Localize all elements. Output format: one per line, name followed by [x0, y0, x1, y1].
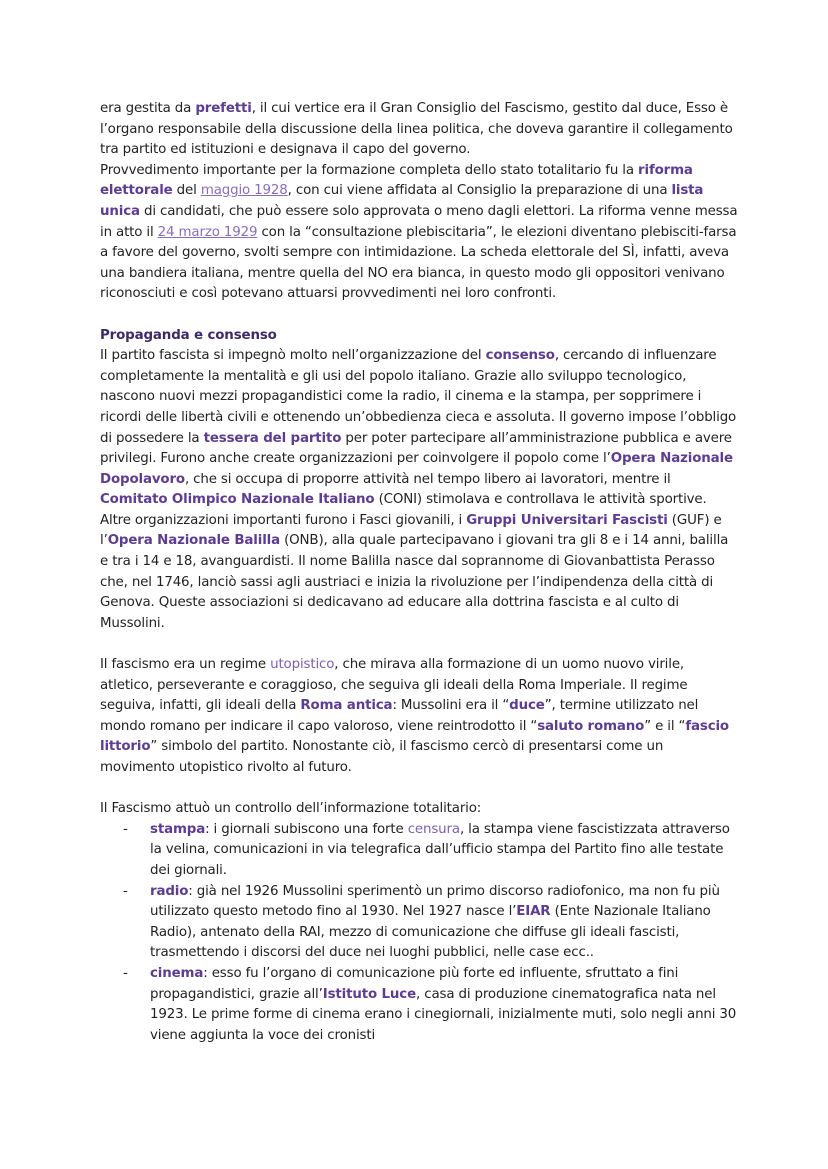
highlighted-term: lista unica [100, 183, 704, 219]
accent-term: utopistico [270, 657, 335, 673]
paragraph-prefetti [100, 99, 740, 161]
text-run: ” simbolo del partito. Nonostante ciò, il fascismo cercò di presentarsi come un movimento utopistico rivolto al futuro. [100, 739, 664, 775]
highlighted-term: Comitato Olimpico Nazionale Italiano [100, 492, 375, 508]
highlighted-term: EIAR [516, 904, 551, 920]
text-run: , cercando di influenzare completamente la mentalità e gli usi del popolo italiano. Grazie allo sviluppo tecnologico, nascono nuovi mezzi propagandistici come la radio, il cinema e la stampa, per sopprimere i ricordi delle libertà civili e ottenendo un’obbedienza cieca e assoluta. Il governo impose l’obbligo di possedere la [100, 348, 737, 446]
bullet-dash: - [123, 821, 128, 837]
highlighted-term: prefetti [195, 101, 252, 116]
text-run: con la “consultazione plebiscitaria”, le elezioni diventano plebisciti-farsa a favore del governo, svolti sempre con intimidazione. La scheda elettorale del SÌ, infatti, aveva una bandiera italiana, mentre quella del NO era bianca, in questo modo gli oppositori venivano riconosciuti e così potevano attuarsi provvedimenti nei loro confronti. [100, 224, 737, 302]
highlighted-term: fascio littorio [100, 718, 729, 755]
text-run: , il cui vertice era il Gran Consiglio del Fascismo, gestito dal duce, Esso è l’organo responsabile della discussione della linea politica, che doveva garantire il collegamento tra partito ed istituzioni e designava il capo del governo. [100, 101, 733, 158]
text-run: (CONI) stimolava e controllava le attività sportive. Altre organizzazioni importanti furono i Fasci giovanili, i [100, 492, 707, 528]
text-run: , che mirava alla formazione di un uomo nuovo virile, atletico, perseverante e coraggioso, che seguiva gli ideali della Roma Imperiale. Il regime seguiva, infatti, gli ideali della [100, 657, 688, 714]
highlighted-term: saluto romano [537, 718, 645, 734]
text-run: (GUF) e l’ [100, 512, 722, 549]
list-item-cinema [100, 964, 740, 1046]
highlighted-term: Gruppi Universitari Fascisti [466, 512, 668, 528]
list-item-text [150, 822, 730, 878]
underlined-date: 24 marzo 1929 [157, 224, 258, 240]
paragraph-regime-utopistico [100, 655, 740, 779]
highlighted-term: radio [150, 883, 189, 899]
paragraph-gap [100, 305, 740, 326]
list-item-radio [100, 882, 740, 964]
highlighted-term: Roma antica [300, 698, 393, 714]
highlighted-term: consenso [485, 348, 555, 364]
bullet-dash: - [123, 965, 128, 981]
section-heading: Propaganda e consenso [100, 327, 277, 343]
text-run: Provvedimento importante per la formazione completa dello stato totalitario fu la [100, 162, 639, 178]
highlighted-term: cinema [150, 965, 204, 981]
media-list [100, 820, 740, 1047]
text-run: , che si occupa di proporre attività nel tempo libero ai lavoratori, mentre il [184, 471, 671, 487]
highlighted-term: Opera Nazionale Dopolavoro [100, 451, 733, 487]
text-run: : esso fu l’organo di comunicazione più forte ed influente, sfruttato a fini propagandistici, grazie all’ [150, 965, 679, 1002]
paragraph-gap [100, 779, 740, 800]
highlighted-term: stampa [150, 821, 206, 837]
text-run: era gestita da [100, 101, 196, 116]
paragraph-riforma-elettorale [100, 161, 740, 305]
highlighted-term: tessera del partito [203, 430, 342, 446]
text-run: (Ente Nazionale Italiano Radio), antenato della RAI, mezzo di comunicazione che diffuse gli ideali fascisti, trasmettendo i discorsi del duce nei luoghi pubblici, nelle case ecc.. [150, 904, 711, 961]
text-run: per poter partecipare all’amministrazione pubblica e avere privilegi. Furono anche create organizzazioni per coinvolgere il popolo come l’ [100, 430, 732, 467]
document-body [100, 99, 740, 1046]
text-run: : già nel 1926 Mussolini sperimentò un primo discorso radiofonico, ma non fu più utilizzato questo metodo fino al 1930. Nel 1927 nasce l’ [150, 883, 720, 920]
highlighted-term: riforma elettorale [100, 162, 693, 199]
text-run: (ONB), alla quale partecipavano i giovani tra gli 8 e i 14 anni, balilla e tra i 14 e 18, avanguardisti. Il nome Balilla nasce dal soprannome di Giovanbattista Perasso che, nel 1746, lanciò sassi agli austriaci e inizia la rivoluzione per l’indipendenza della città di Genova. Queste associazioni si dedicavano ad educare alla dottrina fascista e al culto di Mussolini. [100, 533, 729, 631]
text-run: , la stampa viene fascistizzata attraverso la velina, comunicazioni in via telegrafica dall’ufficio stampa del Partito fino alle testate dei giornali. [150, 821, 730, 878]
highlighted-term: Istituto Luce [322, 986, 417, 1002]
text-run: del [172, 183, 201, 199]
text-run: di candidati, che può essere solo approvata o meno dagli elettori. La riforma venne messa in atto il [100, 203, 738, 240]
bullet-dash: - [123, 883, 128, 899]
paragraph-controllo-informazione: Il Fascismo attuò un controllo dell’informazione totalitario: [100, 801, 482, 817]
text-run: Il fascismo era un regime [100, 657, 271, 673]
text-run: ” e il “ [644, 718, 686, 734]
text-run: , con cui viene affidata al Consiglio la preparazione di una [287, 183, 672, 199]
text-run: : i giornali subiscono una forte [205, 821, 408, 837]
text-run: Il partito fascista si impegnò molto nell’organizzazione del [100, 348, 486, 364]
list-item-text [150, 966, 736, 1043]
paragraph-gap [100, 634, 740, 655]
highlighted-term: Opera Nazionale Balilla [107, 533, 280, 549]
paragraph-consenso [100, 346, 740, 634]
text-run: , casa di produzione cinematografica nata nel 1923. Le prime forme di cinema erano i cinegiornali, inizialmente muti, solo negli anni 30 viene aggiunta la voce dei cronisti [150, 986, 737, 1043]
highlighted-term: duce [509, 698, 545, 714]
list-item-stampa [100, 820, 740, 882]
underlined-date: maggio 1928 [200, 183, 288, 199]
list-item-text [150, 884, 720, 961]
text-run: : Mussolini era il “ [392, 698, 510, 714]
text-run: ”, termine utilizzato nel mondo romano per indicare il capo valoroso, viene reintrodotto il “ [100, 698, 699, 734]
accent-term: censura [407, 821, 460, 837]
